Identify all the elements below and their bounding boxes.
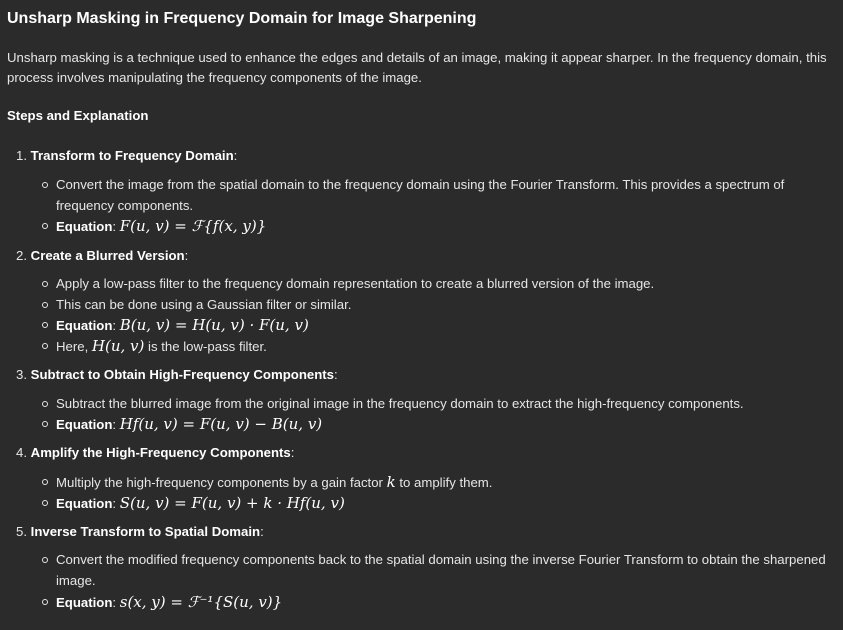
equation-item: Equation: F(u, v) = ℱ{f(x, y)} — [56, 216, 826, 238]
step-2: 2. Create a Blurred Version: — [16, 248, 189, 263]
equation: Hf(u, v) = F(u, v) − B(u, v) — [119, 415, 323, 433]
equation-item: Equation: B(u, v) = H(u, v) · F(u, v) — [56, 315, 826, 337]
equation-item: Equation: S(u, v) = F(u, v) + k · Hf(u, v) — [56, 493, 826, 515]
list-item: Convert the modified frequency components back to the spatial domain using the inverse Fourier Transform to obtain the sharpened image. — [56, 550, 826, 591]
equation: S(u, v) = F(u, v) + k · Hf(u, v) — [119, 494, 345, 512]
step-title: Transform to Frequency Domain — [30, 148, 234, 163]
equation: s(x, y) = ℱ⁻¹{S(u, v)} — [119, 593, 283, 611]
list-item: This can be done using a Gaussian filter or similar. — [56, 295, 826, 316]
list-item: Subtract the blurred image from the original image in the frequency domain to extract the high-frequency components. — [56, 394, 826, 415]
step-number: 5. — [16, 524, 27, 539]
step-3: 3. Subtract to Obtain High-Frequency Components: — [16, 367, 338, 382]
step-title: Subtract to Obtain High-Frequency Components — [30, 367, 334, 382]
step-5: 5. Inverse Transform to Spatial Domain: — [16, 524, 264, 539]
step-1: 1. Transform to Frequency Domain: — [16, 148, 238, 163]
step-title: Create a Blurred Version — [30, 248, 185, 263]
step-title: Inverse Transform to Spatial Domain — [30, 524, 261, 539]
equation-item: Equation: Hf(u, v) = F(u, v) − B(u, v) — [56, 414, 826, 436]
equation: B(u, v) = H(u, v) · F(u, v) — [119, 316, 309, 334]
equation-item: Equation: s(x, y) = ℱ⁻¹{S(u, v)} — [56, 592, 826, 614]
step-title: Amplify the High-Frequency Components — [30, 445, 291, 460]
list-item: Convert the image from the spatial domain to the frequency domain using the Fourier Transform. This provides a spectrum of frequency components. — [56, 175, 826, 216]
equation: F(u, v) = ℱ{f(x, y)} — [119, 217, 267, 235]
step-number: 4. — [16, 445, 27, 460]
list-item: Apply a low-pass filter to the frequency domain representation to create a blurred version of the image. — [56, 274, 826, 295]
list-item: Here, H(u, v) is the low-pass filter. — [56, 336, 826, 358]
step-4: 4. Amplify the High-Frequency Components: — [16, 445, 295, 460]
step-number: 3. — [16, 367, 27, 382]
list-item: Multiply the high-frequency components by a gain factor k to amplify them. — [56, 472, 826, 494]
intro-paragraph: Unsharp masking is a technique used to enhance the edges and details of an image, making it appear sharper. In the frequency domain, this process involves manipulating the frequency components of the image. — [7, 50, 827, 85]
page-title: Unsharp Masking in Frequency Domain for Image Sharpening — [7, 10, 477, 27]
step-number: 2. — [16, 248, 27, 263]
section-heading: Steps and Explanation — [7, 108, 149, 123]
step-number: 1. — [16, 148, 27, 163]
